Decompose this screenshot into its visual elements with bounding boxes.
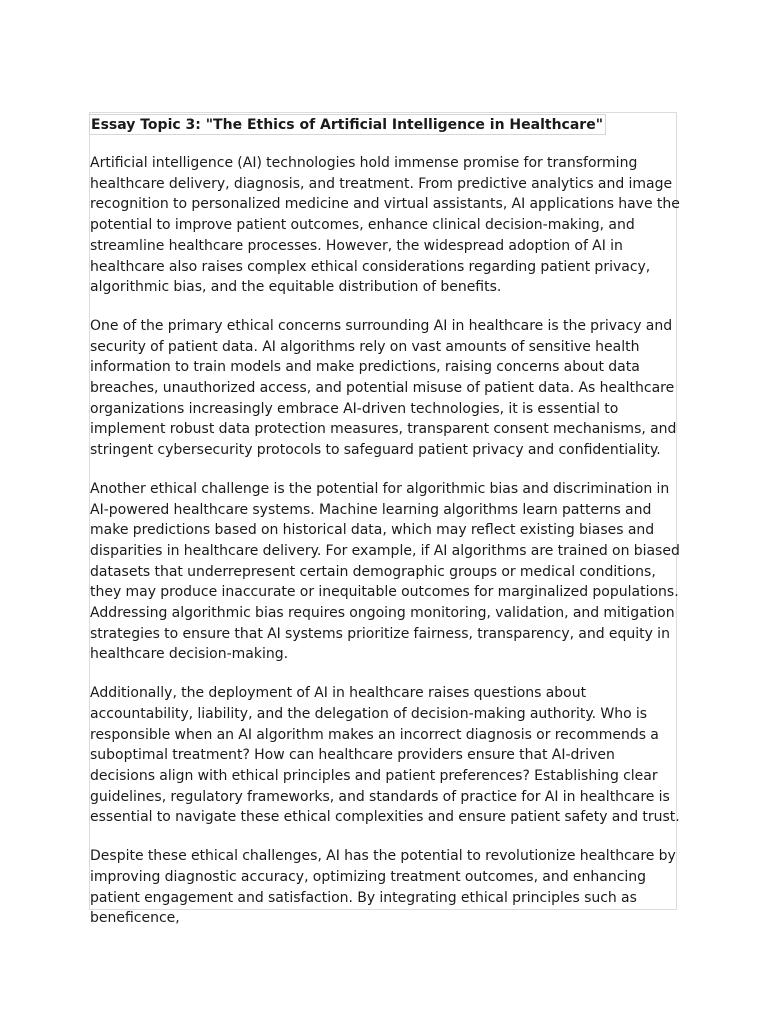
paragraph-3: Another ethical challenge is the potential for algorithmic bias and discrimination in AI-powered healthcare systems. Machine learning algorithms learn patterns and make predictions based on historical data, which may reflect existing biases and disparities in healthcare delivery. For example, if AI algorithms are trained on biased datasets that underrepresent certain demographic groups or medical conditions, they may produce inaccurate or inequitable outcomes for marginalized populations. Addressing algorithmic bias requires ongoing monitoring, validation, and mitigation strategies to ensure that AI systems prioritize fairness, transparency, and equity in healthcare decision-making. bbox=[90, 480, 680, 663]
essay-title: Essay Topic 3: "The Ethics of Artificial Intelligence in Healthcare" bbox=[89, 114, 606, 135]
paragraph-1: Artificial intelligence (AI) technologies hold immense promise for transforming healthcare delivery, diagnosis, and treatment. From predictive analytics and image recognition to personalized medicine and virtual assistants, AI applications have the potential to improve patient outcomes, enhance clinical decision-making, and streamline healthcare processes. However, the widespread adoption of AI in healthcare also raises complex ethical considerations regarding patient privacy, algorithmic bias, and the equitable distribution of benefits. bbox=[90, 155, 680, 296]
paragraph-5: Despite these ethical challenges, AI has the potential to revolutionize healthcare by improving diagnostic accuracy, optimizing treatment outcomes, and enhancing patient engagement and satisfaction. By integrating ethical principles such as beneficence, bbox=[90, 848, 676, 927]
paragraph-2: One of the primary ethical concerns surrounding AI in healthcare is the privacy and security of patient data. AI algorithms rely on vast amounts of sensitive health information to train models and make predictions, raising concerns about data breaches, unauthorized access, and potential misuse of patient data. As healthcare organizations increasingly embrace AI-driven technologies, it is essential to implement robust data protection measures, transparent consent mechanisms, and stringent cybersecurity protocols to safeguard patient privacy and confidentiality. bbox=[90, 317, 677, 459]
essay-body bbox=[90, 153, 680, 947]
paragraph-4: Additionally, the deployment of AI in healthcare raises questions about accountability, liability, and the delegation of decision-making authority. Who is responsible when an AI algorithm makes an incorrect diagnosis or recommends a suboptimal treatment? How can healthcare providers ensure that AI-driven decisions align with ethical principles and patient preferences? Establishing clear guidelines, regulatory frameworks, and standards of practice for AI in healthcare is essential to navigate these ethical complexities and ensure patient safety and trust. bbox=[90, 685, 680, 826]
